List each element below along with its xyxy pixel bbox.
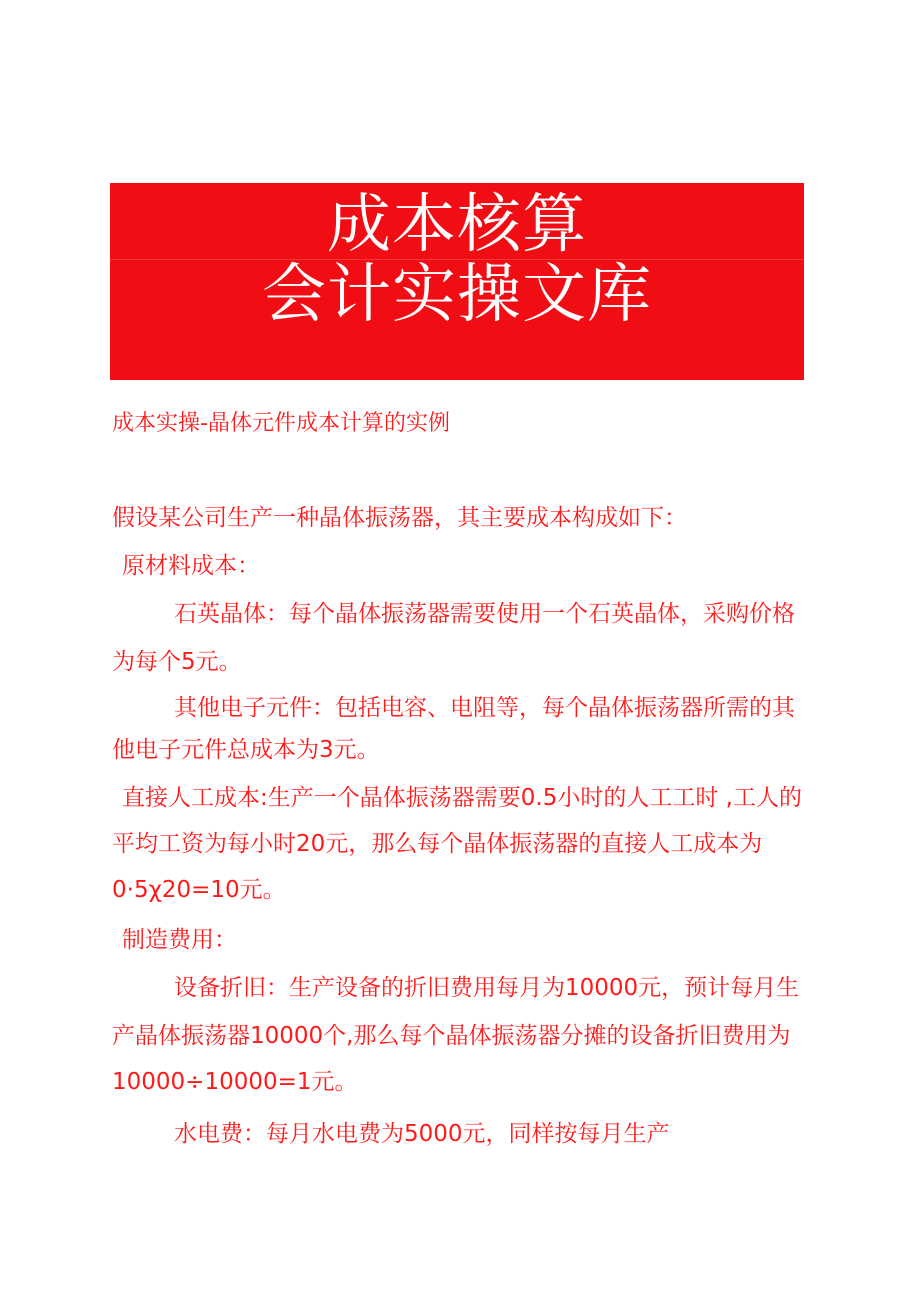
paragraph-line: 直接人工成本:生产一个晶体振荡器需要0.5小时的人工工时 ,工人的: [122, 785, 802, 811]
paragraph-line: 其他电子元件：包括电容、电阻等，每个晶体振荡器所需的其: [174, 695, 795, 721]
paragraph-line: 原材料成本：: [122, 553, 260, 579]
paragraph-line: 为每个5元。: [112, 649, 242, 675]
banner-title-line-1: 成本核算: [327, 188, 587, 262]
paragraph-line: 产晶体振荡器10000个,那么每个晶体振荡器分摊的设备折旧费用为: [112, 1023, 791, 1049]
paragraph-line: 设备折旧：生产设备的折旧费用每月为10000元，预计每月生: [174, 975, 800, 1001]
paragraph-line: 水电费：每月水电费为5000元，同样按每月生产: [174, 1121, 670, 1147]
paragraph-line: 平均工资为每小时20元，那么每个晶体振荡器的直接人工成本为: [112, 831, 763, 857]
paragraph-line: 0·5χ20=10元。: [112, 877, 286, 903]
banner-title-line-2: 会计实操文库: [262, 258, 652, 332]
document-subtitle: 成本实操-晶体元件成本计算的实例: [112, 411, 450, 436]
paragraph-line: 10000÷10000=1元。: [112, 1069, 358, 1095]
paragraph-line: 制造费用：: [122, 927, 237, 953]
paragraph-line: 石英晶体：每个晶体振荡器需要使用一个石英晶体，采购价格: [174, 601, 795, 627]
paragraph-line: 假设某公司生产一种晶体振荡器，其主要成本构成如下：: [112, 505, 687, 531]
paragraph-line: 他电子元件总成本为3元。: [112, 737, 380, 763]
title-banner: [110, 183, 804, 380]
